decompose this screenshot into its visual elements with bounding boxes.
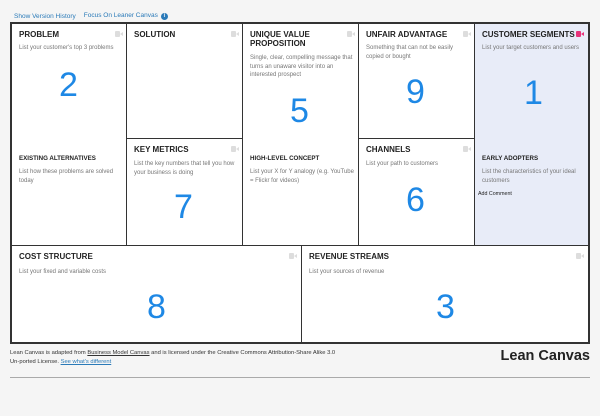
camera-icon[interactable] xyxy=(231,146,239,152)
problem-block[interactable] xyxy=(11,23,127,246)
whats-different-link[interactable]: See what's different xyxy=(60,358,112,365)
uvp-number: 5 xyxy=(290,92,309,130)
camera-icon[interactable] xyxy=(576,253,584,259)
lean-canvas-logo: Lean Canvas xyxy=(500,348,590,364)
cost-structure-block[interactable] xyxy=(11,245,302,343)
cost-structure-number: 8 xyxy=(147,288,166,326)
uvp-desc: Single, clear, compelling message that turns an unaware visitor into an interested prospect xyxy=(250,55,353,78)
unique-value-proposition-block[interactable] xyxy=(242,23,359,246)
cost-structure-desc: List your fixed and variable costs xyxy=(19,269,107,275)
camera-icon[interactable] xyxy=(576,31,584,37)
camera-icon[interactable] xyxy=(463,31,471,37)
footer-divider xyxy=(10,377,590,378)
existing-alternatives-desc: List how these problems are solved today xyxy=(19,169,114,184)
solution-title: SOLUTION xyxy=(134,30,176,39)
channels-title: CHANNELS xyxy=(366,145,411,154)
camera-icon[interactable] xyxy=(463,146,471,152)
focus-leaner-canvas-label: Focus On Leaner Canvas xyxy=(83,12,158,19)
solution-block[interactable] xyxy=(126,23,243,139)
high-level-concept-title: HIGH-LEVEL CONCEPT xyxy=(250,155,320,162)
channels-block[interactable] xyxy=(358,138,475,246)
revenue-streams-desc: List your sources of revenue xyxy=(309,269,385,275)
business-model-canvas-link[interactable]: Business Model Canvas xyxy=(87,350,150,356)
cost-structure-title: COST STRUCTURE xyxy=(19,252,93,261)
early-adopters-desc: List the characteristics of your ideal customers xyxy=(482,169,576,184)
add-comment-button[interactable]: Add Comment xyxy=(478,191,512,197)
info-icon[interactable]: i xyxy=(161,13,168,20)
channels-desc: List your path to customers xyxy=(366,161,439,167)
problem-number: 2 xyxy=(59,66,78,104)
camera-icon[interactable] xyxy=(347,31,355,37)
revenue-streams-number: 3 xyxy=(436,288,455,326)
customer-segments-title: CUSTOMER SEGMENTS xyxy=(482,30,575,39)
existing-alternatives-title: EXISTING ALTERNATIVES xyxy=(19,155,96,162)
show-version-history-link[interactable]: Show Version History xyxy=(14,12,76,20)
problem-title: PROBLEM xyxy=(19,30,59,39)
key-metrics-desc: List the key numbers that tell you how your business is doing xyxy=(134,161,235,176)
unfair-advantage-title: UNFAIR ADVANTAGE xyxy=(366,30,448,39)
unfair-advantage-number: 9 xyxy=(406,73,425,111)
customer-segments-number: 1 xyxy=(524,74,543,112)
license-text-part2: and is licensed under the Creative Commons Attribution-Share Alike 3.0 xyxy=(149,350,336,356)
license-text-line2: Un-ported License. xyxy=(10,358,61,365)
problem-desc: List your customer's top 3 problems xyxy=(19,45,114,51)
license-text-part1: Lean Canvas is adapted from xyxy=(10,350,88,356)
key-metrics-block[interactable] xyxy=(126,138,243,246)
high-level-concept-desc: List your X for Y analogy (e.g. YouTube = Flickr for videos) xyxy=(250,169,354,184)
camera-icon[interactable] xyxy=(231,31,239,37)
channels-number: 6 xyxy=(406,181,425,219)
early-adopters-title: EARLY ADOPTERS xyxy=(482,155,539,162)
customer-segments-desc: List your target customers and users xyxy=(482,45,580,51)
revenue-streams-block[interactable] xyxy=(301,245,589,343)
lean-canvas-board xyxy=(10,22,590,344)
key-metrics-title: KEY METRICS xyxy=(134,145,189,154)
revenue-streams-title: REVENUE STREAMS xyxy=(309,252,390,261)
camera-icon[interactable] xyxy=(115,31,123,37)
top-links xyxy=(14,11,168,21)
license-text xyxy=(10,349,390,366)
uvp-title: UNIQUE VALUE PROPOSITION xyxy=(250,30,310,48)
key-metrics-number: 7 xyxy=(174,188,193,226)
camera-icon[interactable] xyxy=(289,253,297,259)
focus-leaner-canvas-link[interactable] xyxy=(84,12,168,20)
customer-segments-block[interactable] xyxy=(474,23,589,246)
unfair-advantage-block[interactable] xyxy=(358,23,475,139)
unfair-advantage-desc: Something that can not be easily copied or bought xyxy=(366,45,454,60)
